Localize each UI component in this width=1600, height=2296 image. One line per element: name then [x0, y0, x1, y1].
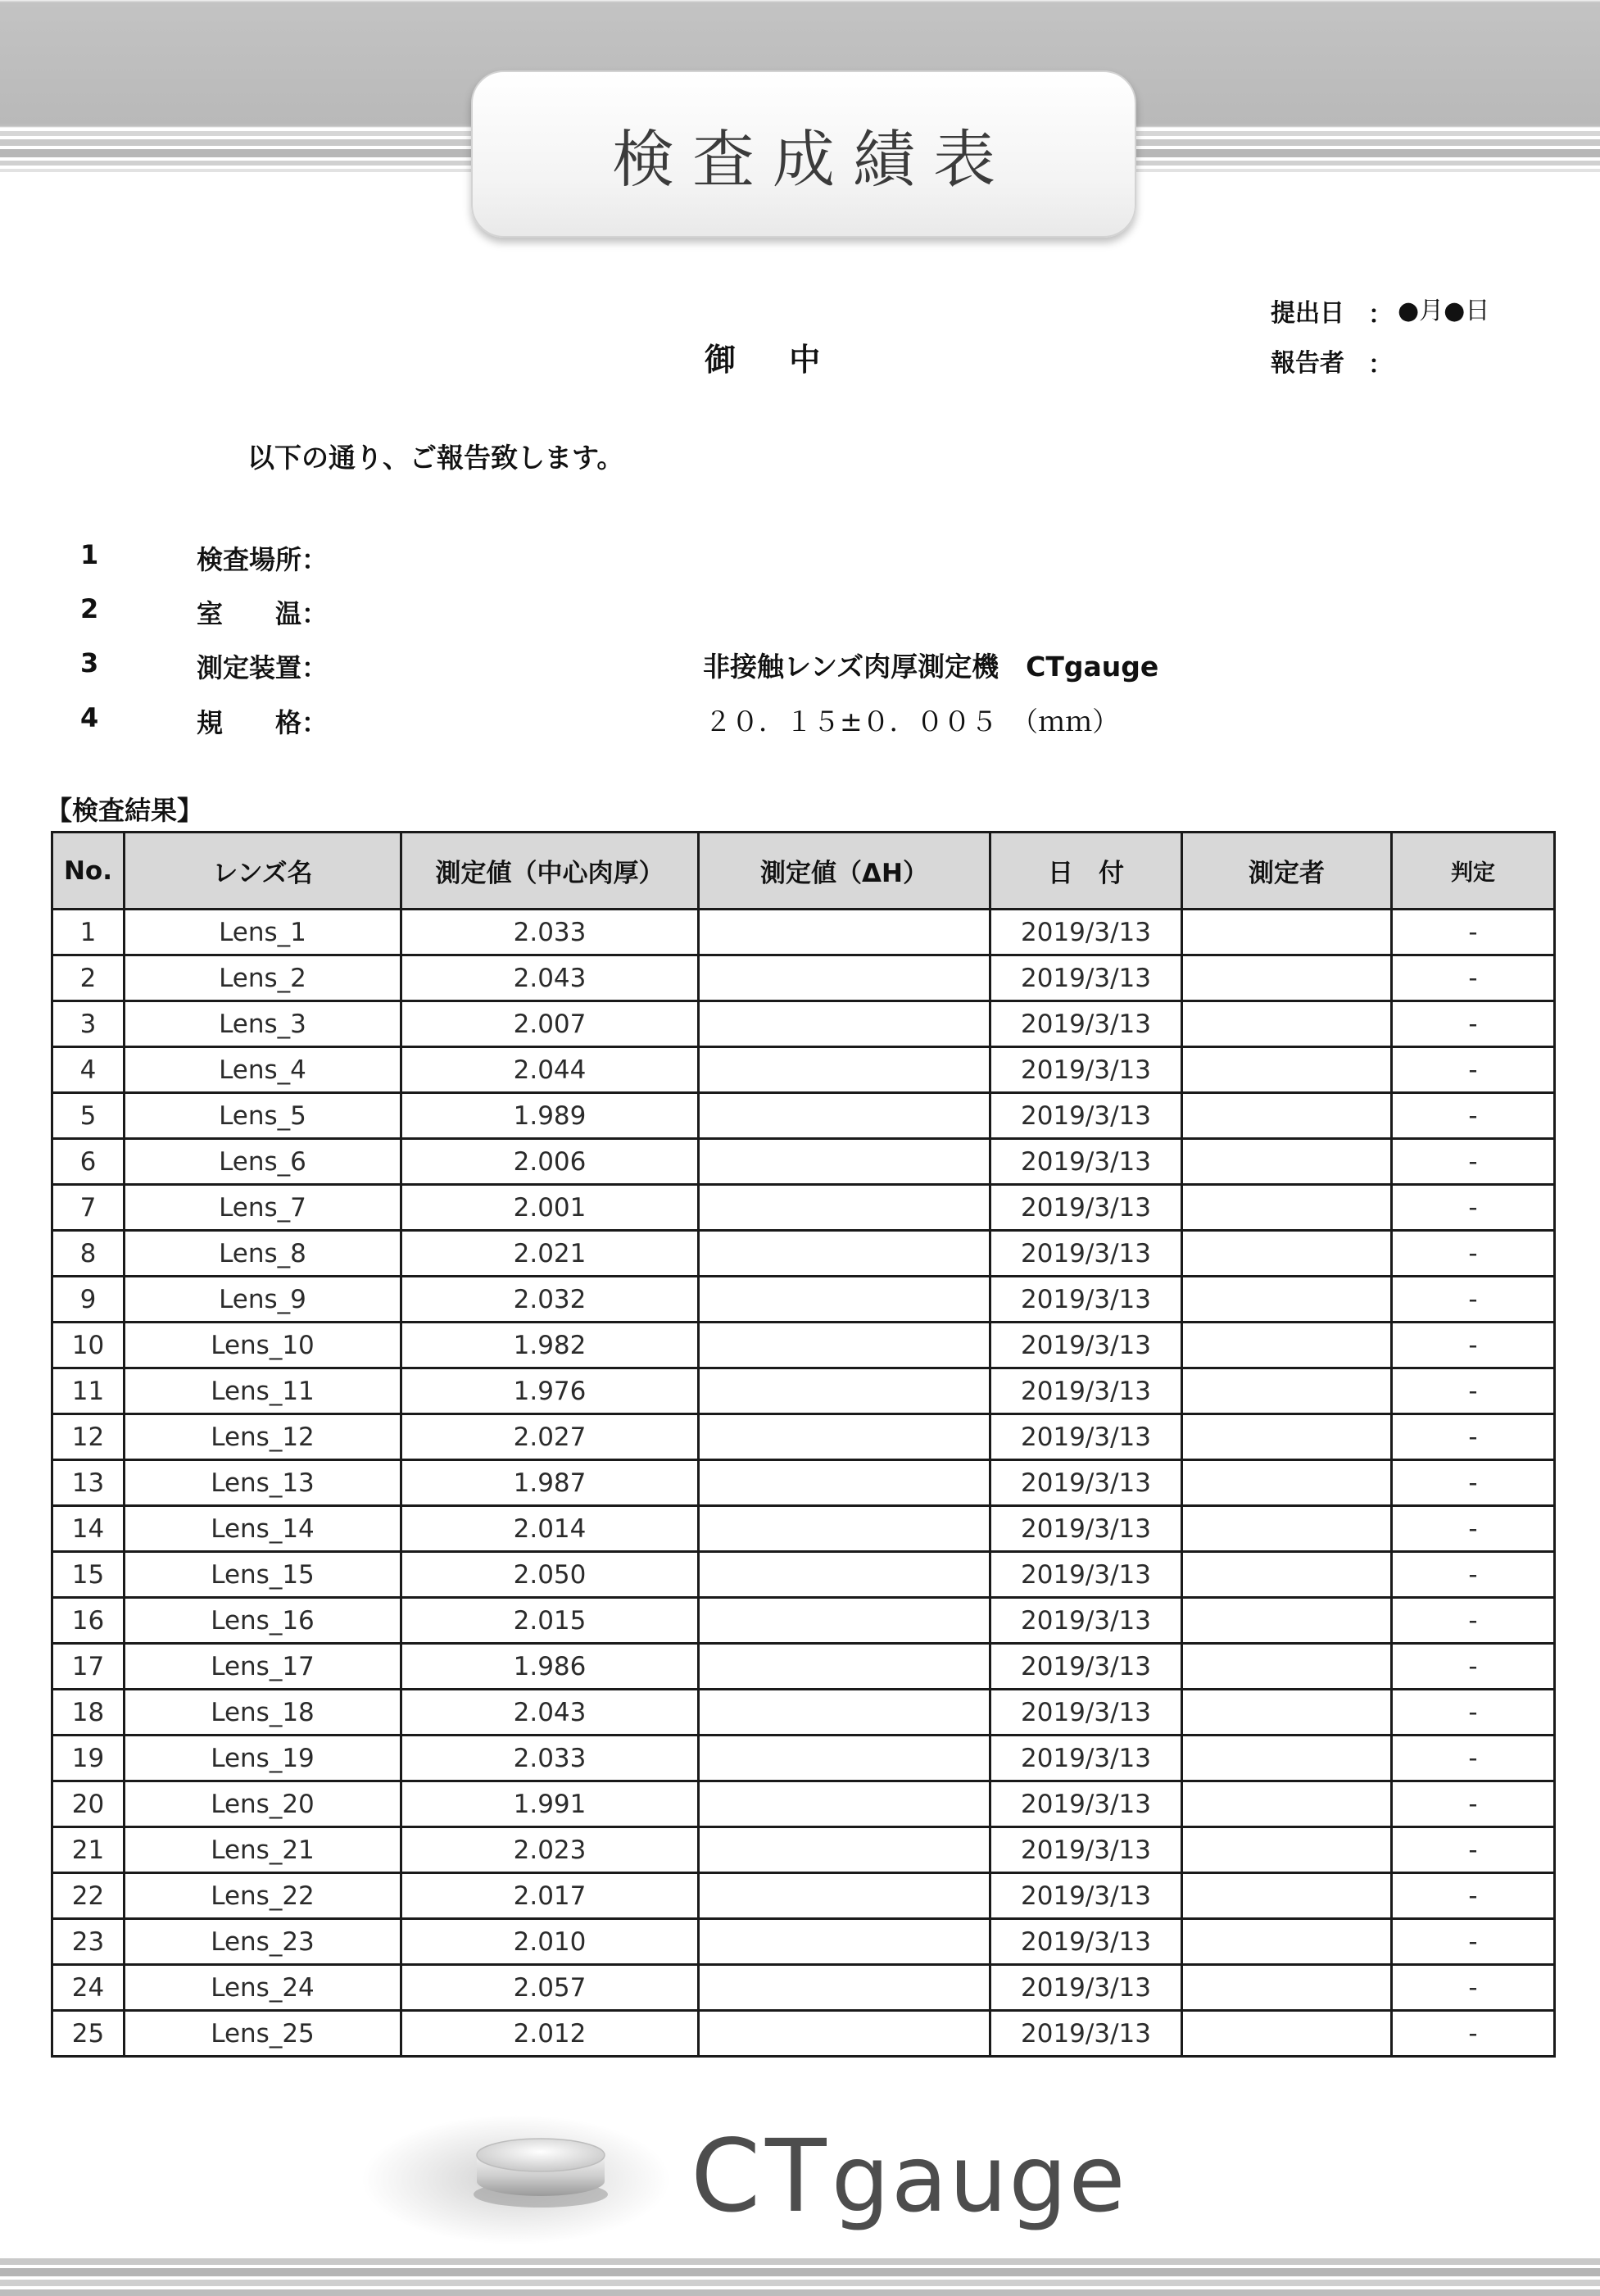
cell-delta-h [699, 1185, 990, 1231]
column-header-lens-name: レンズ名 [125, 833, 401, 910]
cell-judgement: - [1392, 1781, 1555, 1827]
table-row [52, 1644, 1555, 1690]
cell-delta-h [699, 1277, 990, 1323]
cell-delta-h [699, 1047, 990, 1093]
cell-lens-name: Lens_19 [125, 1736, 401, 1781]
cell-no: 15 [52, 1552, 125, 1598]
cell-delta-h [699, 1552, 990, 1598]
addressee: 御 中 [705, 342, 842, 378]
cell-delta-h [699, 1414, 990, 1460]
cell-operator [1182, 910, 1392, 955]
cell-delta-h [699, 1827, 990, 1873]
cell-operator [1182, 1231, 1392, 1277]
table-row [52, 1277, 1555, 1323]
cell-date: 2019/3/13 [990, 1277, 1182, 1323]
cell-lens-name: Lens_24 [125, 1965, 401, 2011]
cell-no: 12 [52, 1414, 125, 1460]
measuring-device-value: 非接触レンズ肉厚測定機 CTgauge [703, 651, 1159, 683]
table-row [52, 1736, 1555, 1781]
table-row [52, 1414, 1555, 1460]
title-plate [471, 70, 1136, 238]
cell-center-thickness: 1.987 [401, 1460, 699, 1506]
cell-no: 16 [52, 1598, 125, 1644]
cell-date: 2019/3/13 [990, 1460, 1182, 1506]
cell-lens-name: Lens_14 [125, 1506, 401, 1552]
cell-no: 6 [52, 1139, 125, 1185]
table-row [52, 1185, 1555, 1231]
table-row [52, 1093, 1555, 1139]
cell-center-thickness: 2.007 [401, 1001, 699, 1047]
cell-date: 2019/3/13 [990, 1231, 1182, 1277]
cell-delta-h [699, 1690, 990, 1736]
column-header-date: 日 付 [990, 833, 1182, 910]
cell-judgement: - [1392, 1185, 1555, 1231]
intro-text: 以下の通り、ご報告致します。 [247, 442, 624, 474]
cell-delta-h [699, 1323, 990, 1368]
cell-lens-name: Lens_13 [125, 1460, 401, 1506]
cell-judgement: - [1392, 1323, 1555, 1368]
cell-date: 2019/3/13 [990, 1093, 1182, 1139]
cell-operator [1182, 1736, 1392, 1781]
column-header-no: No. [52, 833, 125, 910]
cell-no: 8 [52, 1231, 125, 1277]
cell-operator [1182, 1001, 1392, 1047]
table-row [52, 1965, 1555, 2011]
cell-center-thickness: 1.989 [401, 1093, 699, 1139]
cell-center-thickness: 2.033 [401, 1736, 699, 1781]
table-row [52, 1047, 1555, 1093]
cell-operator [1182, 1323, 1392, 1368]
inspection-place-label: 検査場所： [197, 544, 329, 575]
cell-center-thickness: 1.991 [401, 1781, 699, 1827]
cell-lens-name: Lens_20 [125, 1781, 401, 1827]
table-row [52, 1460, 1555, 1506]
cell-operator [1182, 1093, 1392, 1139]
cell-judgement: - [1392, 1001, 1555, 1047]
column-header-center-thickness: 測定値（中心肉厚） [401, 833, 699, 910]
cell-center-thickness: 2.006 [401, 1139, 699, 1185]
cell-no: 21 [52, 1827, 125, 1873]
cell-lens-name: Lens_1 [125, 910, 401, 955]
results-table [51, 831, 1556, 2058]
cell-lens-name: Lens_17 [125, 1644, 401, 1690]
submit-date-label: 提出日 [1271, 299, 1344, 328]
results-heading: 【検査結果】 [46, 795, 204, 826]
cell-date: 2019/3/13 [990, 1736, 1182, 1781]
cell-operator [1182, 955, 1392, 1001]
cell-date: 2019/3/13 [990, 1919, 1182, 1965]
cell-center-thickness: 2.010 [401, 1919, 699, 1965]
cell-center-thickness: 2.043 [401, 955, 699, 1001]
cell-center-thickness: 2.050 [401, 1552, 699, 1598]
cell-date: 2019/3/13 [990, 1598, 1182, 1644]
cell-date: 2019/3/13 [990, 1001, 1182, 1047]
table-header-row [52, 833, 1555, 910]
cell-center-thickness: 2.057 [401, 1965, 699, 2011]
table-row [52, 1139, 1555, 1185]
cell-delta-h [699, 1919, 990, 1965]
table-row [52, 1001, 1555, 1047]
cell-delta-h [699, 1093, 990, 1139]
cell-judgement: - [1392, 1598, 1555, 1644]
cell-center-thickness: 2.044 [401, 1047, 699, 1093]
cell-no: 18 [52, 1690, 125, 1736]
cell-operator [1182, 1368, 1392, 1414]
cell-lens-name: Lens_16 [125, 1598, 401, 1644]
cell-operator [1182, 1690, 1392, 1736]
cell-lens-name: Lens_10 [125, 1323, 401, 1368]
specification-label: 規 格： [197, 707, 329, 738]
cell-center-thickness: 2.014 [401, 1506, 699, 1552]
cell-judgement: - [1392, 1873, 1555, 1919]
cell-operator [1182, 1277, 1392, 1323]
cell-center-thickness: 2.015 [401, 1598, 699, 1644]
cell-lens-name: Lens_2 [125, 955, 401, 1001]
cell-lens-name: Lens_9 [125, 1277, 401, 1323]
measuring-device-label: 測定装置： [197, 652, 329, 683]
cell-lens-name: Lens_6 [125, 1139, 401, 1185]
results-table-body [52, 910, 1555, 2057]
cell-delta-h [699, 1368, 990, 1414]
cell-center-thickness: 1.976 [401, 1368, 699, 1414]
cell-operator [1182, 1552, 1392, 1598]
cell-no: 7 [52, 1185, 125, 1231]
cell-delta-h [699, 910, 990, 955]
table-row [52, 1323, 1555, 1368]
table-row [52, 1690, 1555, 1736]
cell-operator [1182, 1781, 1392, 1827]
cell-operator [1182, 1506, 1392, 1552]
cell-no: 14 [52, 1506, 125, 1552]
cell-operator [1182, 1460, 1392, 1506]
table-row [52, 1781, 1555, 1827]
table-row [52, 1598, 1555, 1644]
cell-operator [1182, 1139, 1392, 1185]
cell-operator [1182, 1919, 1392, 1965]
cell-date: 2019/3/13 [990, 1185, 1182, 1231]
cell-center-thickness: 1.982 [401, 1323, 699, 1368]
cell-judgement: - [1392, 1368, 1555, 1414]
submit-date-colon: ： [1368, 301, 1393, 329]
cell-no: 3 [52, 1001, 125, 1047]
column-header-operator: 測定者 [1182, 833, 1392, 910]
cell-no: 13 [52, 1460, 125, 1506]
cell-date: 2019/3/13 [990, 1506, 1182, 1552]
specification-value: ２０．１５±０．００５ （ｍｍ） [705, 706, 1120, 737]
cell-lens-name: Lens_5 [125, 1093, 401, 1139]
cell-no: 11 [52, 1368, 125, 1414]
cell-judgement: - [1392, 1965, 1555, 2011]
cell-delta-h [699, 1736, 990, 1781]
cell-judgement: - [1392, 1277, 1555, 1323]
cell-no: 9 [52, 1277, 125, 1323]
cell-date: 2019/3/13 [990, 1690, 1182, 1736]
cell-judgement: - [1392, 955, 1555, 1001]
cell-lens-name: Lens_7 [125, 1185, 401, 1231]
cell-date: 2019/3/13 [990, 910, 1182, 955]
cell-center-thickness: 1.986 [401, 1644, 699, 1690]
table-row [52, 1231, 1555, 1277]
cell-delta-h [699, 2011, 990, 2057]
cell-judgement: - [1392, 1460, 1555, 1506]
cell-delta-h [699, 1873, 990, 1919]
cell-date: 2019/3/13 [990, 2011, 1182, 2057]
cell-date: 2019/3/13 [990, 1644, 1182, 1690]
cell-no: 25 [52, 2011, 125, 2057]
cell-no: 19 [52, 1736, 125, 1781]
table-row [52, 1873, 1555, 1919]
cell-date: 2019/3/13 [990, 1323, 1182, 1368]
cell-judgement: - [1392, 1093, 1555, 1139]
cell-judgement: - [1392, 1552, 1555, 1598]
info-number: 2 [80, 593, 99, 624]
cell-delta-h [699, 1460, 990, 1506]
cell-no: 24 [52, 1965, 125, 2011]
cell-delta-h [699, 1644, 990, 1690]
cell-lens-name: Lens_23 [125, 1919, 401, 1965]
column-header-judgement: 判定 [1392, 833, 1555, 910]
table-row [52, 1368, 1555, 1414]
table-row [52, 955, 1555, 1001]
cell-no: 5 [52, 1093, 125, 1139]
table-row [52, 2011, 1555, 2057]
column-header-delta-h: 測定値（ΔH） [699, 833, 990, 910]
cell-delta-h [699, 1965, 990, 2011]
cell-judgement: - [1392, 1736, 1555, 1781]
cell-lens-name: Lens_22 [125, 1873, 401, 1919]
cell-judgement: - [1392, 1047, 1555, 1093]
cell-lens-name: Lens_12 [125, 1414, 401, 1460]
table-row [52, 1827, 1555, 1873]
info-number: 4 [80, 702, 99, 733]
cell-operator [1182, 1598, 1392, 1644]
cell-center-thickness: 2.033 [401, 910, 699, 955]
cell-operator [1182, 1047, 1392, 1093]
cell-operator [1182, 1414, 1392, 1460]
document-title: 検査成績表 [612, 122, 1013, 196]
cell-center-thickness: 2.012 [401, 2011, 699, 2057]
cell-judgement: - [1392, 1690, 1555, 1736]
cell-operator [1182, 1965, 1392, 2011]
cell-date: 2019/3/13 [990, 1873, 1182, 1919]
cell-date: 2019/3/13 [990, 1414, 1182, 1460]
cell-delta-h [699, 1001, 990, 1047]
cell-center-thickness: 2.001 [401, 1185, 699, 1231]
cell-delta-h [699, 955, 990, 1001]
cell-operator [1182, 1644, 1392, 1690]
ctgauge-logo: CTgauge [691, 2118, 1127, 2235]
cell-center-thickness: 2.017 [401, 1873, 699, 1919]
cell-judgement: - [1392, 1827, 1555, 1873]
cell-date: 2019/3/13 [990, 1368, 1182, 1414]
cell-center-thickness: 2.043 [401, 1690, 699, 1736]
room-temperature-label: 室 温： [197, 598, 329, 629]
cell-judgement: - [1392, 1231, 1555, 1277]
cell-lens-name: Lens_8 [125, 1231, 401, 1277]
table-row [52, 1506, 1555, 1552]
submit-date-value: ●月●日 [1398, 297, 1490, 325]
cell-date: 2019/3/13 [990, 1047, 1182, 1093]
cell-judgement: - [1392, 1919, 1555, 1965]
cell-judgement: - [1392, 1644, 1555, 1690]
info-number: 1 [80, 539, 99, 570]
table-row [52, 1552, 1555, 1598]
cell-no: 20 [52, 1781, 125, 1827]
cell-judgement: - [1392, 1414, 1555, 1460]
cell-judgement: - [1392, 910, 1555, 955]
cell-delta-h [699, 1139, 990, 1185]
cell-operator [1182, 2011, 1392, 2057]
cell-delta-h [699, 1506, 990, 1552]
cell-no: 22 [52, 1873, 125, 1919]
footer-band [0, 2255, 1600, 2296]
cell-judgement: - [1392, 1139, 1555, 1185]
cell-delta-h [699, 1598, 990, 1644]
cell-no: 10 [52, 1323, 125, 1368]
table-row [52, 1919, 1555, 1965]
cell-operator [1182, 1185, 1392, 1231]
cell-date: 2019/3/13 [990, 955, 1182, 1001]
cell-no: 4 [52, 1047, 125, 1093]
cell-operator [1182, 1827, 1392, 1873]
reporter-label: 報告者 [1271, 349, 1344, 378]
cell-operator [1182, 1873, 1392, 1919]
cell-judgement: - [1392, 2011, 1555, 2057]
cell-lens-name: Lens_3 [125, 1001, 401, 1047]
cell-no: 17 [52, 1644, 125, 1690]
cell-center-thickness: 2.032 [401, 1277, 699, 1323]
cell-center-thickness: 2.021 [401, 1231, 699, 1277]
cell-lens-name: Lens_15 [125, 1552, 401, 1598]
lens-icon [459, 2122, 623, 2212]
cell-date: 2019/3/13 [990, 1139, 1182, 1185]
cell-no: 1 [52, 910, 125, 955]
cell-center-thickness: 2.023 [401, 1827, 699, 1873]
cell-lens-name: Lens_18 [125, 1690, 401, 1736]
cell-lens-name: Lens_11 [125, 1368, 401, 1414]
cell-date: 2019/3/13 [990, 1827, 1182, 1873]
cell-no: 23 [52, 1919, 125, 1965]
info-number: 3 [80, 647, 99, 678]
cell-date: 2019/3/13 [990, 1965, 1182, 2011]
cell-lens-name: Lens_25 [125, 2011, 401, 2057]
cell-delta-h [699, 1781, 990, 1827]
cell-center-thickness: 2.027 [401, 1414, 699, 1460]
cell-date: 2019/3/13 [990, 1781, 1182, 1827]
cell-no: 2 [52, 955, 125, 1001]
reporter-colon: ： [1368, 351, 1393, 379]
cell-judgement: - [1392, 1506, 1555, 1552]
cell-delta-h [699, 1231, 990, 1277]
cell-lens-name: Lens_21 [125, 1827, 401, 1873]
cell-date: 2019/3/13 [990, 1552, 1182, 1598]
table-row [52, 910, 1555, 955]
cell-lens-name: Lens_4 [125, 1047, 401, 1093]
